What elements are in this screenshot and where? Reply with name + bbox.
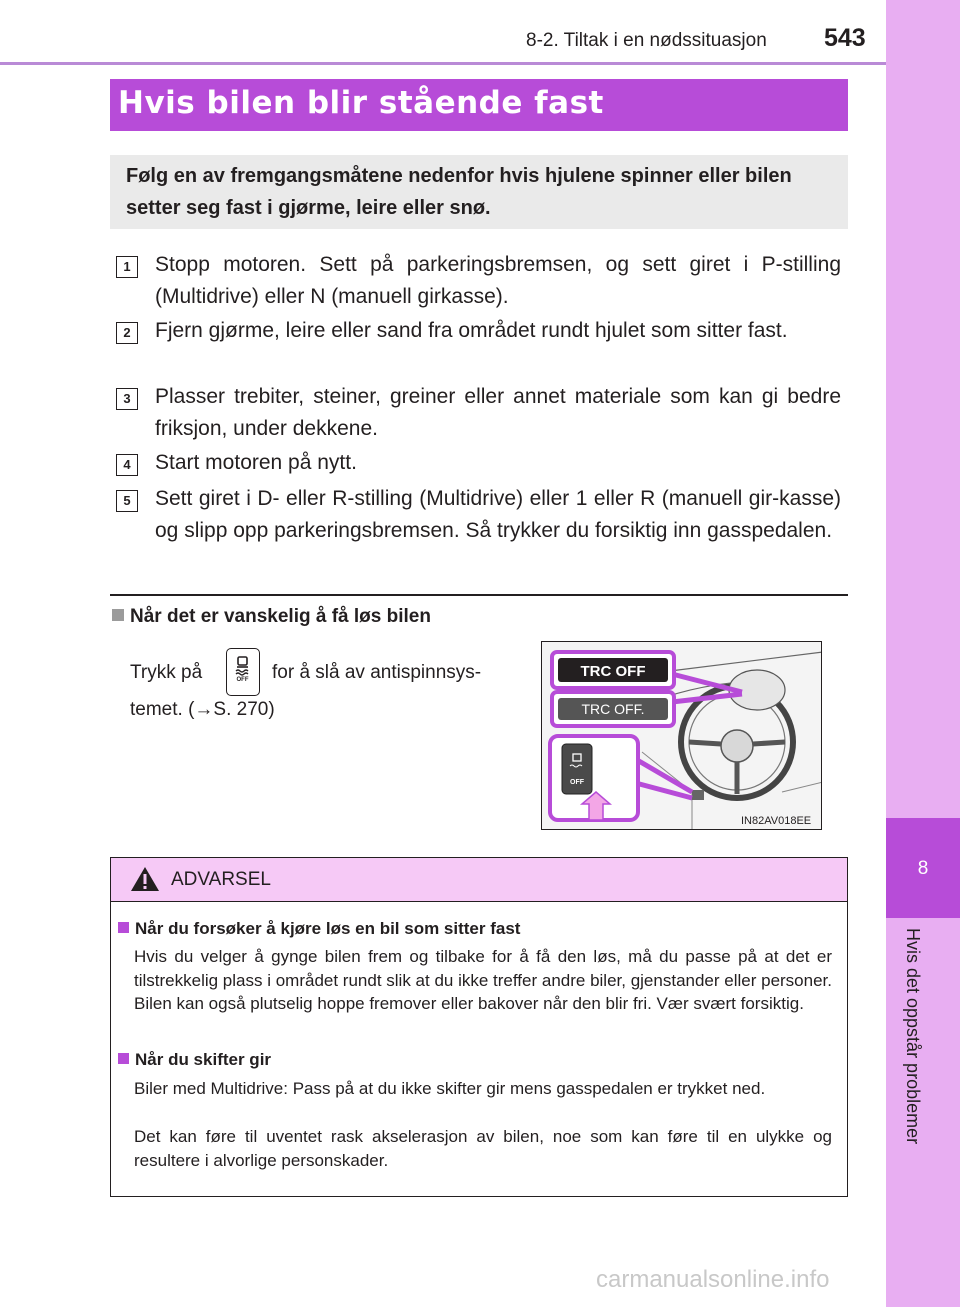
warning-item-heading-text: Når du forsøker å kjøre løs en bil som sitter fast — [135, 919, 521, 938]
header-divider — [0, 62, 886, 65]
subsection-heading — [112, 606, 431, 628]
trc-off-switch-icon — [226, 648, 260, 696]
header-section-title: 8-2. Tiltak i en nødssituasjon — [526, 30, 767, 51]
step-number: 1 — [116, 256, 138, 278]
watermark: carmanualsonline.info — [596, 1266, 830, 1293]
step-text: Stopp motoren. Sett på parkeringsbremsen, og sett giret i P-stilling (Multidrive) eller N (manuell girkasse). — [155, 253, 841, 308]
warning-item-text: Hvis du velger å gynge bilen frem og tilbake for å få den løs, må du passe på at det er tilstrekkelig plass i området rundt slik at du ikke treffer andre biler, gjenstander eller personer. Bilen kan også plutselig hoppe fremover eller bakover når den blir fri. Vær svært forsiktig. — [134, 947, 832, 1013]
switch-off-label: OFF — [570, 779, 584, 786]
trc-instruction-part1: Trykk på — [130, 662, 203, 683]
step-text: Sett giret i D- eller R-stilling (Multidrive) eller 1 eller R (manuell gir-kasse) og slipp opp parkeringsbremsen. Så trykker du forsiktig inn gasspedalen. — [155, 487, 841, 542]
step-number: 3 — [116, 388, 138, 410]
warning-label: ADVARSEL — [171, 869, 271, 890]
warning-item-heading-text: Når du skifter gir — [135, 1050, 272, 1069]
dashboard-illustration — [541, 641, 822, 830]
trc-instruction-part2: for å slå av antispinnsys- — [272, 662, 482, 683]
warning-item-heading — [118, 1050, 271, 1070]
step-number: 4 — [116, 454, 138, 476]
trc-off-indicator-light: TRC OFF. — [581, 701, 645, 717]
warning-item-text: Biler med Multidrive: Pass på at du ikke skifter gir mens gasspedalen er trykket ned. — [134, 1079, 766, 1098]
step-text: Start motoren på nytt. — [155, 451, 357, 474]
bullet-square-icon — [112, 609, 124, 621]
illustration-code: IN82AV018EE — [741, 815, 812, 827]
page-number: 543 — [824, 24, 866, 52]
page-title: Hvis bilen blir stående fast — [118, 85, 604, 121]
chapter-label: Hvis det oppstår problemer — [903, 928, 923, 1145]
section-divider — [110, 594, 848, 596]
intro-text: Følg en av fremgangsmåtene nedenfor hvis hjulene spinner eller bilen setter seg fast i gjørme, leire eller snø. — [126, 165, 792, 219]
step-number: 5 — [116, 490, 138, 512]
subsection-heading-text: Når det er vanskelig å få løs bilen — [130, 606, 431, 627]
trc-instruction-line2: temet. (→S. 270) — [130, 699, 275, 720]
bullet-square-icon — [118, 1053, 129, 1064]
warning-item-heading — [118, 919, 520, 939]
switch-off-label: OFF — [236, 677, 249, 683]
chapter-number: 8 — [917, 858, 929, 879]
step-text: Fjern gjørme, leire eller sand fra området rundt hjulet som sitter fast. — [155, 319, 788, 342]
bullet-square-icon — [118, 922, 129, 933]
step-number: 2 — [116, 322, 138, 344]
warning-item-text: Det kan føre til uventet rask akselerasjon av bilen, noe som kan føre til en ulykke og resultere i alvorlige personskader. — [134, 1127, 832, 1170]
trc-off-indicator-dark: TRC OFF — [580, 663, 646, 680]
step-text: Plasser trebiter, steiner, greiner eller annet materiale som kan gi bedre friksjon, under dekkene. — [155, 385, 841, 440]
warning-triangle-icon — [130, 866, 160, 897]
